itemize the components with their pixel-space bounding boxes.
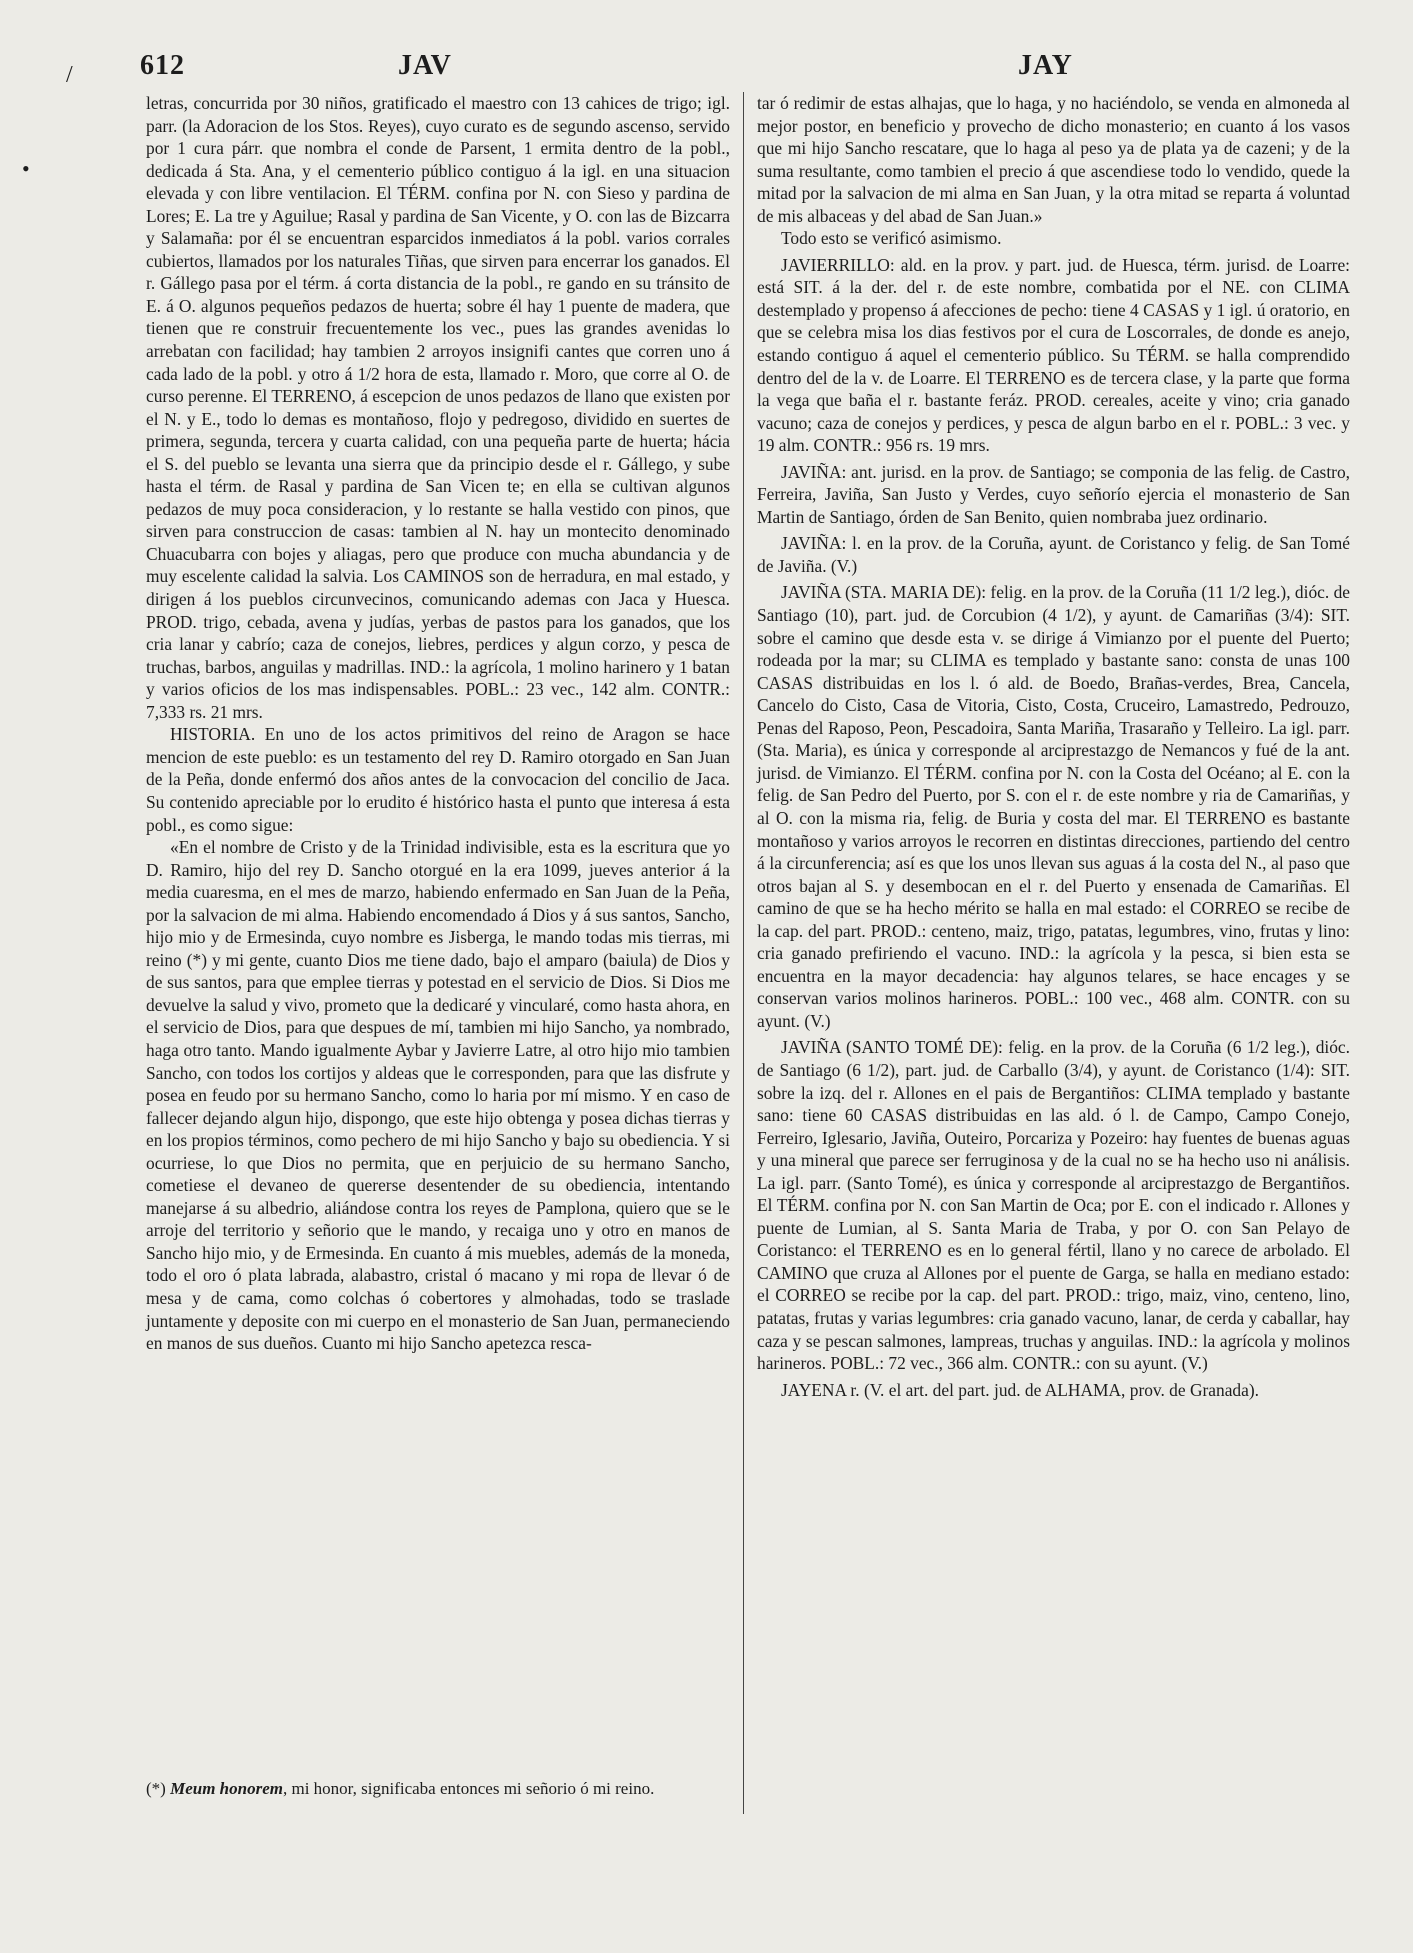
running-head-left: JAV <box>398 50 452 81</box>
page-number: 612 <box>140 50 185 81</box>
entry-javina-lugar: JAVIÑA: l. en la prov. de la Coruña, ayunt. de Coristanco y felig. de San Tomé de Javiña. (V.) <box>757 533 1350 576</box>
left-column <box>146 92 730 1355</box>
right-column <box>743 92 1350 1814</box>
entry-paragraph: letras, concurrida por 30 niños, gratificado el maestro con 13 cahices de trigo; igl. parr. (la Adoracion de los Stos. Reyes), cuyo curato es de segundo ascenso, servido por 1 cura párr. que nombra el conde de Parsent, 1 ermita dentro de la pobl., dedicada á Sta. Ana, y el cementerio público contiguo á la igl. en una situacion elevada y con libre ventilacion. El TÉRM. confina por N. con Sieso y pardina de Lores; E. La tre y Aguilue; Rasal y pardina de San Vicente, y O. con las de Bizcarra y Salamaña: por él se encuentran esparcidos inmediatos á la pobl. varios corrales cubiertos, llamados por los naturales Tiñas, que sirven para encerrar los ganados. El r. Gállego pasa por el térm. á corta distancia de la pobl., re gando en su tránsito de E. á O. algunos pequeños pedazos de huerta; sobre él hay 1 puente de madera, que tienen que re construir frecuentemente los vec., pues las grandes avenidas lo arrebatan con facilidad; hay tambien 2 arroyos insignifi cantes que corren uno á cada lado de la pobl. y otro á 1/2 hora de esta, llamado r. Moro, que corre al O. de curso perenne. El TERRENO, á escepcion de unos pedazos de llano que existen por el N. y E., todo lo demas es montañoso, flojo y pedregoso, dividido en suertes de primera, segunda, tercera y cuarta calidad, con una pequeña parte de huerta; hácia el S. del pueblo se levanta una sierra que da principio desde el r. Gállego, y sube hasta el térm. de Rasal y pardina de San Vicen te; en ella se cultivan algunos pedazos de muy poca consideracion, y lo restante se halla vestido con pinos, que sirven para construccion de casas: tambien al N. hay un montecito denominado Chuacubarra con bojes y aliagas, pero que produce con mucha abundancia y de muy escelente calidad la salvia. Los CAMINOS son de herradura, en mal estado, y dirigen á los pueblos circunvecinos, comunicando ademas con Jaca y Huesca. PROD. trigo, cebada, avena y judías, yerbas de pastos para los ganados, que los cria lanar y cabrío; caza de conejos, liebres, perdices y algun corzo, y pesca de truchas, barbos, anguilas y madrillas. IND.: la agrícola, 1 molino harinero y 1 batan y varios oficios de los mas indispensables. POBL.: 23 vec., 142 alm. CONTR.: 7,333 rs. 21 mrs. <box>146 93 730 722</box>
continuation-paragraph: tar ó redimir de estas alhajas, que lo haga, y no haciéndolo, se venda en almoneda al mejor postor, en beneficio y provecho de dicho monasterio; en cuanto á los vasos que mi hijo Sancho rescatare, que lo haga al peso ya de plata ya de cazeni; y de la suma resultante, como tambien el precio á que ascendiese todo lo vendido, quede la mitad por la salvacion de mi alma en San Juan, y la otra mitad se reparta á voluntad de mis albaceas y del abad de San Juan.» <box>757 93 1350 226</box>
entry-jayena: JAYENA r. (V. el art. del part. jud. de ALHAMA, prov. de Granada). <box>781 1379 1259 1400</box>
note-line: Todo esto se verificó asimismo. <box>781 228 1002 249</box>
entry-javina-santo-tome: JAVIÑA (SANTO TOMÉ DE): felig. en la prov. de la Coruña (6 1/2 leg.), dióc. de Santiago (6 1/2), part. jud. de Carballo (3/4), y ayunt. de Coristanco (1/4): SIT. sobre la izq. del r. Allones en el pais de Bergantiños: CLIMA templado y bastante sano: tiene 60 CASAS distribuidas en las ald. ó l. de Campo, Campo Conejo, Ferreiro, Iglesario, Javiña, Outeiro, Porcariza y Pozeiro: hay fuentes de buenas aguas y una mineral que parece ser ferruginosa y de la cual no se ha hecho uso ni análisis. La igl. parr. (Santo Tomé), es única y corresponde al arciprestazgo de Bergantiños. El TÉRM. confina por N. con San Martin de Oca; por E. con el indicado r. Allones y puente de Lumian, al S. Santa Maria de Traba, y por O. con San Pelayo de Coristanco: el TERRENO es en lo general fértil, llano y no carece de arbolado. El CAMINO que cruza al Allones por el puente de Garga, se halla en mediano estado: el CORREO se recibe por la cap. del part. PROD.: trigo, maiz, vino, centeno, lino, patatas, frutas y varias legumbres: cria ganado vacuno, lanar, de cerda y caballar, hay caza y se pescan salmones, lampreas, truchas y anguilas. IND.: la agrícola y molinos harineros. POBL.: 72 vec., 366 alm. CONTR.: con su ayunt. (V.) <box>757 1037 1350 1374</box>
footnote-text: , mi honor, significaba entonces mi señorio ó mi reino. <box>282 1779 655 1798</box>
entry-javierrillo: JAVIERRILLO: ald. en la prov. y part. jud. de Huesca, térm. jurisd. de Loarre: está SIT. á la der. del r. de este nombre, combatida por el NE. con CLIMA destemplado y propenso á afecciones de pecho: tiene 4 CASAS y 1 igl. ú oratorio, en que se celebra misa los dias festivos por el cura de Loscorrales, de donde es anejo, estando contiguo á aquel el cementerio público. Su TÉRM. se halla comprendido dentro del de la v. de Loarre. El TERRENO es de tercera clase, y la parte que forma la vega que baña el r. bastante feráz. PROD. cereales, aceite y vino; cria ganado vacuno; caza de conejos y perdices, y pesca de algun barbo en el r. POBL.: 3 vec. y 19 alm. CONTR.: 956 rs. 19 mrs. <box>757 254 1350 456</box>
testament-paragraph: «En el nombre de Cristo y de la Trinidad indivisible, esta es la escritura que yo D. Ramiro, hijo del rey D. Sancho otorgué en la era 1099, jueves anterior á la media cuaresma, en el mes de marzo, habiendo enfermado en San Juan de la Peña, por la salvacion de mi alma. Habiendo encomendado á Dios y á sus santos, Sancho, hijo mio y de Ermesinda, cuyo nombre es Jisberga, le mando todas mis tierras, mi reino (*) y mi gente, cuanto Dios me tiene dado, bajo el amparo (baiula) de Dios y de sus santos, para que emplee tierras y potestad en el servicio de Dios. Si Dios me devuelve la salud y vivo, prometo que la dedicaré y vincularé, como hasta ahora, en el servicio de Dios, para que despues de mí, tambien mi hijo Sancho, ya nombrado, haga otro tanto. Mando igualmente Aybar y Javierre Latre, al otro hijo mio tambien Sancho, con todos los cortijos y aldeas que le corresponden, para que las disfrute y posea en feudo por su hermano Sancho, como lo haria por mí mismo. Y en caso de fallecer dejando algun hijo, dispongo, que este hijo obtenga y posea dichas tierras y en los propios términos, como pechero de mi hijo Sancho y bajo su obediencia. Y si ocurriese, lo que Dios no permita, que en perjuicio de su hermano Sancho, cometiese el devaneo de quererse desentender de su obediencia, intentando manejarse á su albedrio, aliándose contra los reyes de Pamplona, quiero que se le arroje del territorio y señorio que le mando, y recaiga uno y otro en manos de Sancho hijo mio, y de Ermesinda. En cuanto á mis muebles, además de la moneda, todo el oro ó plata labrada, alabastro, cristal ó macano y mi ropa de llevar ó de mesa y de cama, como colchas ó cobertores y almohadas, todo se traslade juntamente y deposite con mi cuerpo en el monasterio de San Juan, permaneciendo en manos de sus dueños. Cuanto mi hijo Sancho apetezca resca- <box>146 837 730 1354</box>
footnote-mark: (*) <box>146 1779 166 1798</box>
entry-javina-jurisd: JAVIÑA: ant. jurisd. en la prov. de Santiago; se componia de las felig. de Castro, Ferreira, Javiña, San Justo y Verdes, cuyo señorío ejercia el monasterio de San Martin de Santiago, órden de San Benito, quien nombraba juez ordinario. <box>757 461 1350 527</box>
entry-javina-sta-maria: JAVIÑA (STA. MARIA DE): felig. en la prov. de la Coruña (11 1/2 leg.), dióc. de Santiago (10), part. jud. de Corcubion (4 1/2), y ayunt. de Camariñas (3/4): SIT. sobre el camino que desde esta v. se dirige á Vimianzo por el puente del Puerto; rodeada por la mar; su CLIMA es templado y bastante sano: consta de unas 100 CASAS distribuidas en los l. ó ald. de Boedo, Brañas-verdes, Brea, Cancela, Cancelo do Cisto, Casa de Vitoria, Cisto, Costa, Cruceiro, Lamastredo, Pedrouzo, Penas del Raposo, Peon, Pescadoira, Santa Mariña, Trasaraño y Telleiro. La igl. parr. (Sta. Maria), es única y corresponde al arciprestazgo de Nemancos y fué de la ant. jurisd. de Vimianzo. El TÉRM. confina por N. con la Costa del Océano; al E. con la felig. de San Pedro del Puerto, por S. con el r. de este nombre y ria de Camariñas, y al O. con la misma ria, felig. de Buria y costa del mar. El TERRENO es bastante montañoso y varios arroyos le recorren en distintas direcciones, partiendo del centro á la circunferencia; así es que los unos llevan sus aguas á la costa del N., al paso que otros bajan al S. y desembocan en el r. del Puerto y ensenada de Camariñas. El camino de que se ha hecho mérito se halla en mal estado: el CORREO se recibe de la cap. del part. PROD.: centeno, maiz, trigo, patatas, legumbres, vino, frutas y lino: cria ganado prefiriendo el vacuno. IND.: la agrícola y la pesca, si bien esta se encuentra en la mayor decadencia: hay algunos telares, se hace encages y se conservan varios molinos harineros. POBL.: 100 vec., 468 alm. CONTR. con su ayunt. (V.) <box>757 582 1350 1031</box>
historia-paragraph: HISTORIA. En uno de los actos primitivos del reino de Aragon se hace mencion de este pueblo: es un testamento del rey D. Ramiro otorgado en San Juan de la Peña, donde enfermó dos años antes de la convocacion del concilio de Jaca. Su contenido apreciable por lo erudito é histórico hasta el punto que interesa á esta pobl., es como sigue: <box>146 724 730 835</box>
margin-mark: / <box>66 62 73 88</box>
margin-dot: • <box>22 156 30 181</box>
footnote <box>146 1778 730 1800</box>
running-head-right: JAY <box>1018 50 1073 81</box>
footnote-italic: Meum honorem <box>170 1779 283 1798</box>
